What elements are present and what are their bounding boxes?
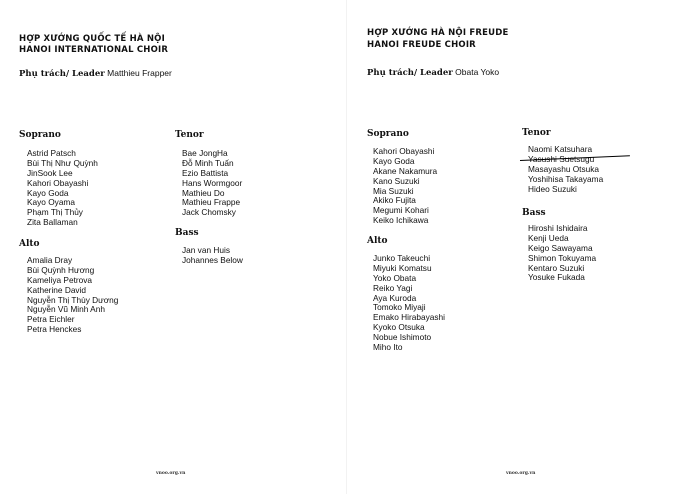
list-item: Nguyễn Thị Thùy Dương [27, 294, 119, 305]
list-item: Kayo Oyama [27, 197, 75, 208]
list-item: Kyoko Otsuka [373, 322, 425, 333]
list-item: Hideo Suzuki [528, 183, 577, 194]
list-item: Phạm Thị Thủy [27, 207, 83, 218]
section-heading-alto: Alto [19, 239, 40, 249]
list-item: Naomi Katsuhara [528, 144, 593, 154]
list-item: Petra Eichler [27, 314, 75, 325]
list-item: Aya Kuroda [373, 292, 417, 303]
list-item: Kayo Goda [373, 155, 415, 166]
choir-name-vi: HỢP XƯỚNG QUỐC TẾ HÀ NỘI [19, 34, 165, 44]
list-item: Mathieu Do [182, 187, 225, 198]
list-item: Katherine David [27, 284, 87, 295]
list-item: Ezio Battista [182, 167, 229, 178]
member-list-bass [528, 224, 596, 283]
choir-name-en: HANOI FREUDE CHOIR [367, 40, 476, 50]
list-item: Hiroshi Ishidaira [528, 223, 588, 233]
list-item: Junko Takeuchi [373, 253, 431, 263]
list-item: Masayashu Otsuka [528, 163, 600, 174]
list-item: Reiko Yagi [373, 282, 413, 293]
list-item: Mia Suzuki [373, 185, 414, 196]
list-item: Nobue Ishimoto [373, 332, 432, 343]
list-item: Miho Ito [373, 342, 403, 353]
leader-name: Obata Yoko [455, 67, 500, 77]
list-item: Astrid Patsch [27, 148, 76, 158]
section-heading-bass: Bass [175, 228, 199, 238]
choir-name-en: HANOI INTERNATIONAL CHOIR [19, 45, 169, 55]
list-item: Shimon Tokuyama [528, 252, 597, 263]
list-item: Yasushi Suetsugu [528, 153, 595, 164]
list-item: Zita Ballaman [27, 217, 78, 228]
list-item: Hans Wormgoor [182, 177, 243, 188]
member-list-alto [27, 256, 118, 335]
page-footer-url: vnoo.org.vn [156, 471, 186, 476]
choir-name-vi: HỢP XƯỚNG HÀ NỘI FREUDE [367, 28, 509, 38]
list-item: Bùi Thị Như Quỳnh [27, 157, 98, 168]
list-item: Bùi Quỳnh Hương [27, 264, 95, 275]
list-item: Emako Hirabayashi [373, 312, 445, 323]
list-item: Kano Suzuki [373, 175, 420, 186]
member-list-tenor [528, 145, 603, 194]
list-item: Petra Henckes [27, 324, 82, 335]
section-heading-tenor: Tenor [522, 128, 551, 138]
list-item: Kayo Goda [27, 187, 69, 198]
section-heading-bass: Bass [522, 208, 546, 218]
list-item: Akiko Fujita [373, 195, 416, 206]
list-item: Kahori Obayashi [27, 177, 89, 188]
member-list-bass [182, 246, 243, 266]
list-item: JinSook Lee [27, 167, 73, 178]
section-heading-alto: Alto [367, 236, 388, 246]
member-list-alto [373, 254, 445, 353]
leader-line [367, 67, 499, 79]
list-item: Jan van Huis [182, 245, 230, 255]
leader-label: Phụ trách/ Leader [367, 68, 453, 78]
list-item: Keigo Sawayama [528, 242, 593, 253]
section-heading-soprano: Soprano [367, 129, 409, 139]
list-item: Yosuke Fukada [528, 272, 585, 283]
page-left [0, 0, 346, 494]
list-item: Keiko Ichikawa [373, 215, 429, 226]
list-item: Johannes Below [182, 254, 243, 265]
list-item: Miyuki Komatsu [373, 262, 432, 273]
page-footer-url: vnoo.org.vn [506, 471, 536, 476]
section-heading-tenor: Tenor [175, 130, 204, 140]
member-list-soprano [373, 147, 437, 226]
list-item: Tomoko Miyaji [373, 302, 426, 313]
list-item: Kahori Obayashi [373, 146, 435, 156]
list-item: Đỗ Minh Tuấn [182, 157, 234, 168]
list-item: Kenji Ueda [528, 232, 569, 243]
list-item: Kentaro Suzuki [528, 262, 585, 273]
list-item: Yoshihisa Takayama [528, 173, 604, 184]
list-item: Mathieu Frappe [182, 197, 241, 208]
list-item: Amalia Dray [27, 255, 73, 265]
list-item: Bae JongHa [182, 148, 228, 158]
list-item: Jack Chomsky [182, 207, 236, 218]
list-item: Nguyễn Vũ Minh Anh [27, 304, 105, 315]
list-item: Kameliya Petrova [27, 274, 93, 285]
list-item: Akane Nakamura [373, 165, 438, 176]
leader-line [19, 68, 172, 80]
page-right [347, 0, 700, 494]
list-item: Yoko Obata [373, 272, 417, 283]
list-item: Megumi Kohari [373, 205, 429, 216]
leader-name: Matthieu Frapper [107, 68, 172, 78]
member-list-tenor [182, 149, 242, 218]
leader-label: Phụ trách/ Leader [19, 69, 105, 79]
member-list-soprano [27, 149, 98, 228]
section-heading-soprano: Soprano [19, 130, 61, 140]
